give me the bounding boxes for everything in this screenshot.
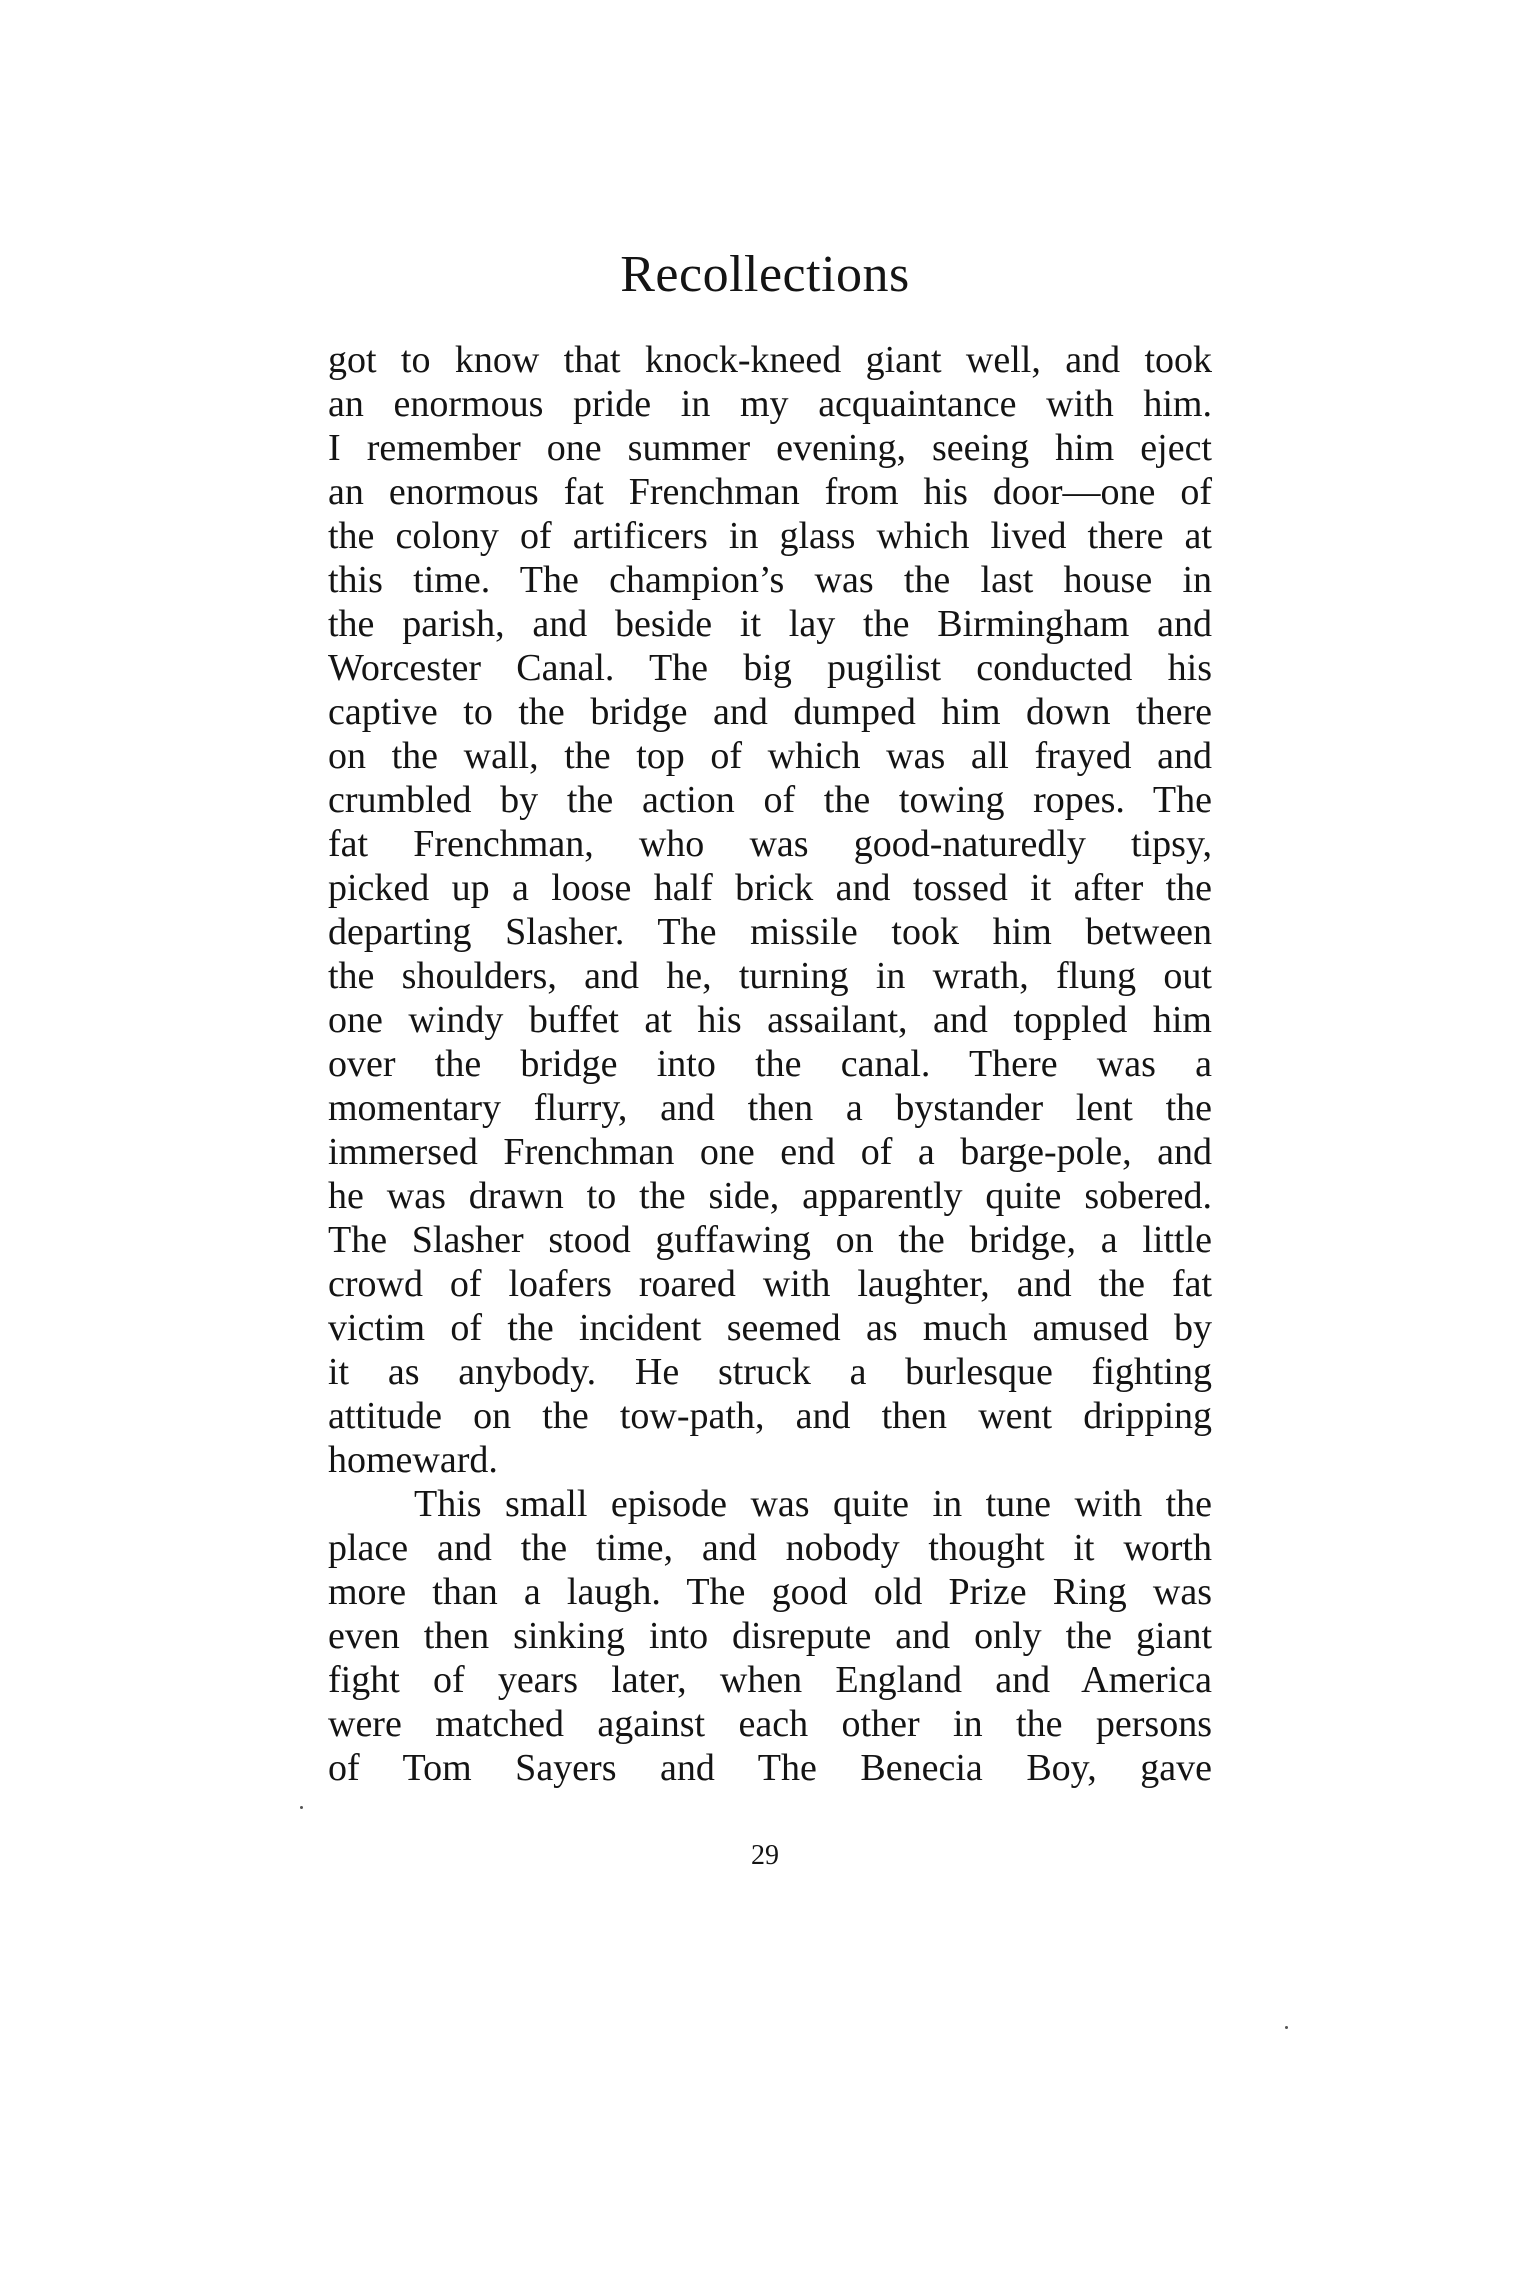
- text-line: fat Frenchman, who was good-naturedly tipsy,: [328, 823, 1212, 865]
- text-line: an enormous pride in my acquaintance with him.: [328, 383, 1212, 425]
- text-line: homeward.: [328, 1439, 498, 1481]
- running-head: Recollections: [620, 246, 910, 303]
- scan-speck: [300, 1806, 303, 1809]
- text-line: one windy buffet at his assailant, and toppled him: [328, 999, 1212, 1041]
- text-line: he was drawn to the side, apparently quite sobered.: [328, 1175, 1212, 1217]
- text-line: this time. The champion’s was the last house in: [328, 559, 1212, 601]
- text-line: fight of years later, when England and America: [328, 1659, 1212, 1701]
- text-line: of Tom Sayers and The Benecia Boy, gave: [328, 1747, 1212, 1789]
- text-line: crowd of loafers roared with laughter, and the fat: [328, 1263, 1212, 1305]
- text-line: The Slasher stood guffawing on the bridge, a little: [328, 1219, 1212, 1261]
- body-text: [328, 338, 1212, 1790]
- text-line: Worcester Canal. The big pugilist conducted his: [328, 647, 1212, 689]
- paragraph-1: [328, 338, 1212, 1482]
- text-line: momentary flurry, and then a bystander lent the: [328, 1087, 1212, 1129]
- text-line: it as anybody. He struck a burlesque fighting: [328, 1351, 1212, 1393]
- text-line: over the bridge into the canal. There was a: [328, 1043, 1212, 1085]
- text-line: more than a laugh. The good old Prize Ring was: [328, 1571, 1212, 1613]
- text-line: crumbled by the action of the towing ropes. The: [328, 779, 1212, 821]
- page-number: 29: [751, 1840, 779, 1871]
- text-line: on the wall, the top of which was all frayed and: [328, 735, 1212, 777]
- text-line: immersed Frenchman one end of a barge-pole, and: [328, 1131, 1212, 1173]
- text-line: victim of the incident seemed as much amused by: [328, 1307, 1212, 1349]
- text-line: captive to the bridge and dumped him down there: [328, 691, 1212, 733]
- paragraph-2: [328, 1482, 1212, 1790]
- scan-speck: [1285, 2026, 1288, 2029]
- text-line: were matched against each other in the persons: [328, 1703, 1212, 1745]
- text-line: This small episode was quite in tune with the: [414, 1483, 1212, 1525]
- text-line: the shoulders, and he, turning in wrath, flung out: [328, 955, 1212, 997]
- text-line: place and the time, and nobody thought it worth: [328, 1527, 1212, 1569]
- text-line: I remember one summer evening, seeing him eject: [328, 427, 1212, 469]
- text-line: the parish, and beside it lay the Birmingham and: [328, 603, 1212, 645]
- text-line: an enormous fat Frenchman from his door—one of: [328, 471, 1212, 513]
- text-line: even then sinking into disrepute and only the giant: [328, 1615, 1212, 1657]
- text-line: picked up a loose half brick and tossed it after the: [328, 867, 1212, 909]
- text-line: departing Slasher. The missile took him between: [328, 911, 1212, 953]
- text-line: the colony of artificers in glass which lived there at: [328, 515, 1212, 557]
- text-line: attitude on the tow-path, and then went dripping: [328, 1395, 1212, 1437]
- text-line: got to know that knock-kneed giant well, and took: [328, 339, 1212, 381]
